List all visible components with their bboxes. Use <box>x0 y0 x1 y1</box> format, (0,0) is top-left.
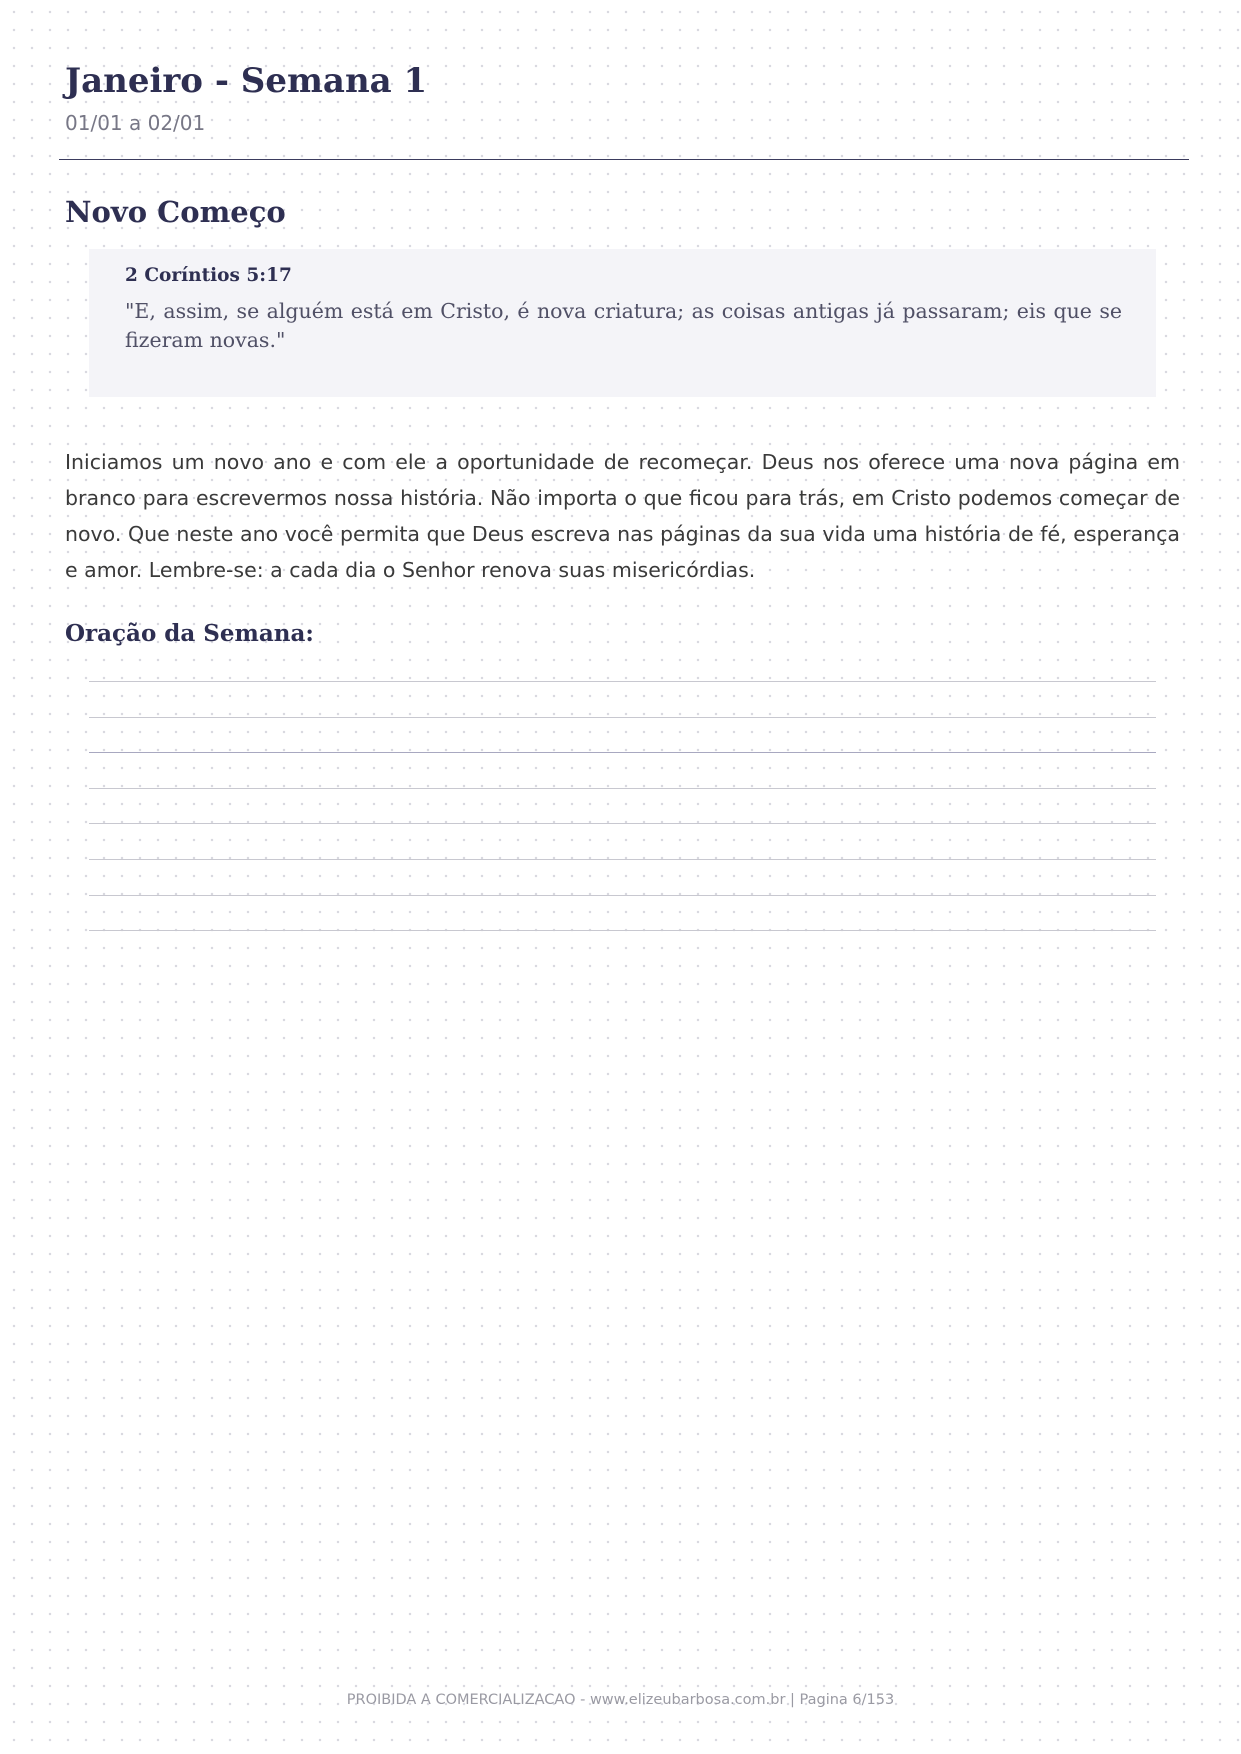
prayer-writing-lines <box>89 681 1156 966</box>
writing-line <box>89 752 1156 753</box>
header-divider <box>59 159 1189 160</box>
prayer-title: Oração da Semana: <box>65 620 314 647</box>
writing-line <box>89 859 1156 860</box>
verse-reference: 2 Coríntios 5:17 <box>125 265 292 286</box>
writing-line <box>89 681 1156 682</box>
writing-line <box>89 788 1156 789</box>
writing-line <box>89 895 1156 896</box>
reflection-text: Iniciamos um novo ano e com ele a oportunidade de recomeçar. Deus nos oferece uma nova página em branco para escrevermos nossa história. Não importa o que ficou para trás, em Cristo podemos começar de novo. Que neste ano você permita que Deus escreva nas páginas da sua vida uma história de fé, esperança e amor. Lembre-se: a cada dia o Senhor renova suas misericórdias. <box>65 450 1180 582</box>
writing-line <box>89 717 1156 718</box>
date-range: 01/01 a 02/01 <box>65 111 206 135</box>
section-title: Novo Começo <box>65 195 286 229</box>
page-header <box>65 58 1185 136</box>
page-footer: PROIBIDA A COMERCIALIZACAO - www.elizeubarbosa.com.br | Pagina 6/153 <box>346 1692 895 1708</box>
verse-text: "E, assim, se alguém está em Cristo, é nova criatura; as coisas antigas já passaram; eis que se fizeram novas." <box>125 299 1122 352</box>
verse-box <box>89 249 1156 397</box>
writing-line <box>89 930 1156 931</box>
writing-line <box>89 823 1156 824</box>
page-title: Janeiro - Semana 1 <box>65 61 428 101</box>
